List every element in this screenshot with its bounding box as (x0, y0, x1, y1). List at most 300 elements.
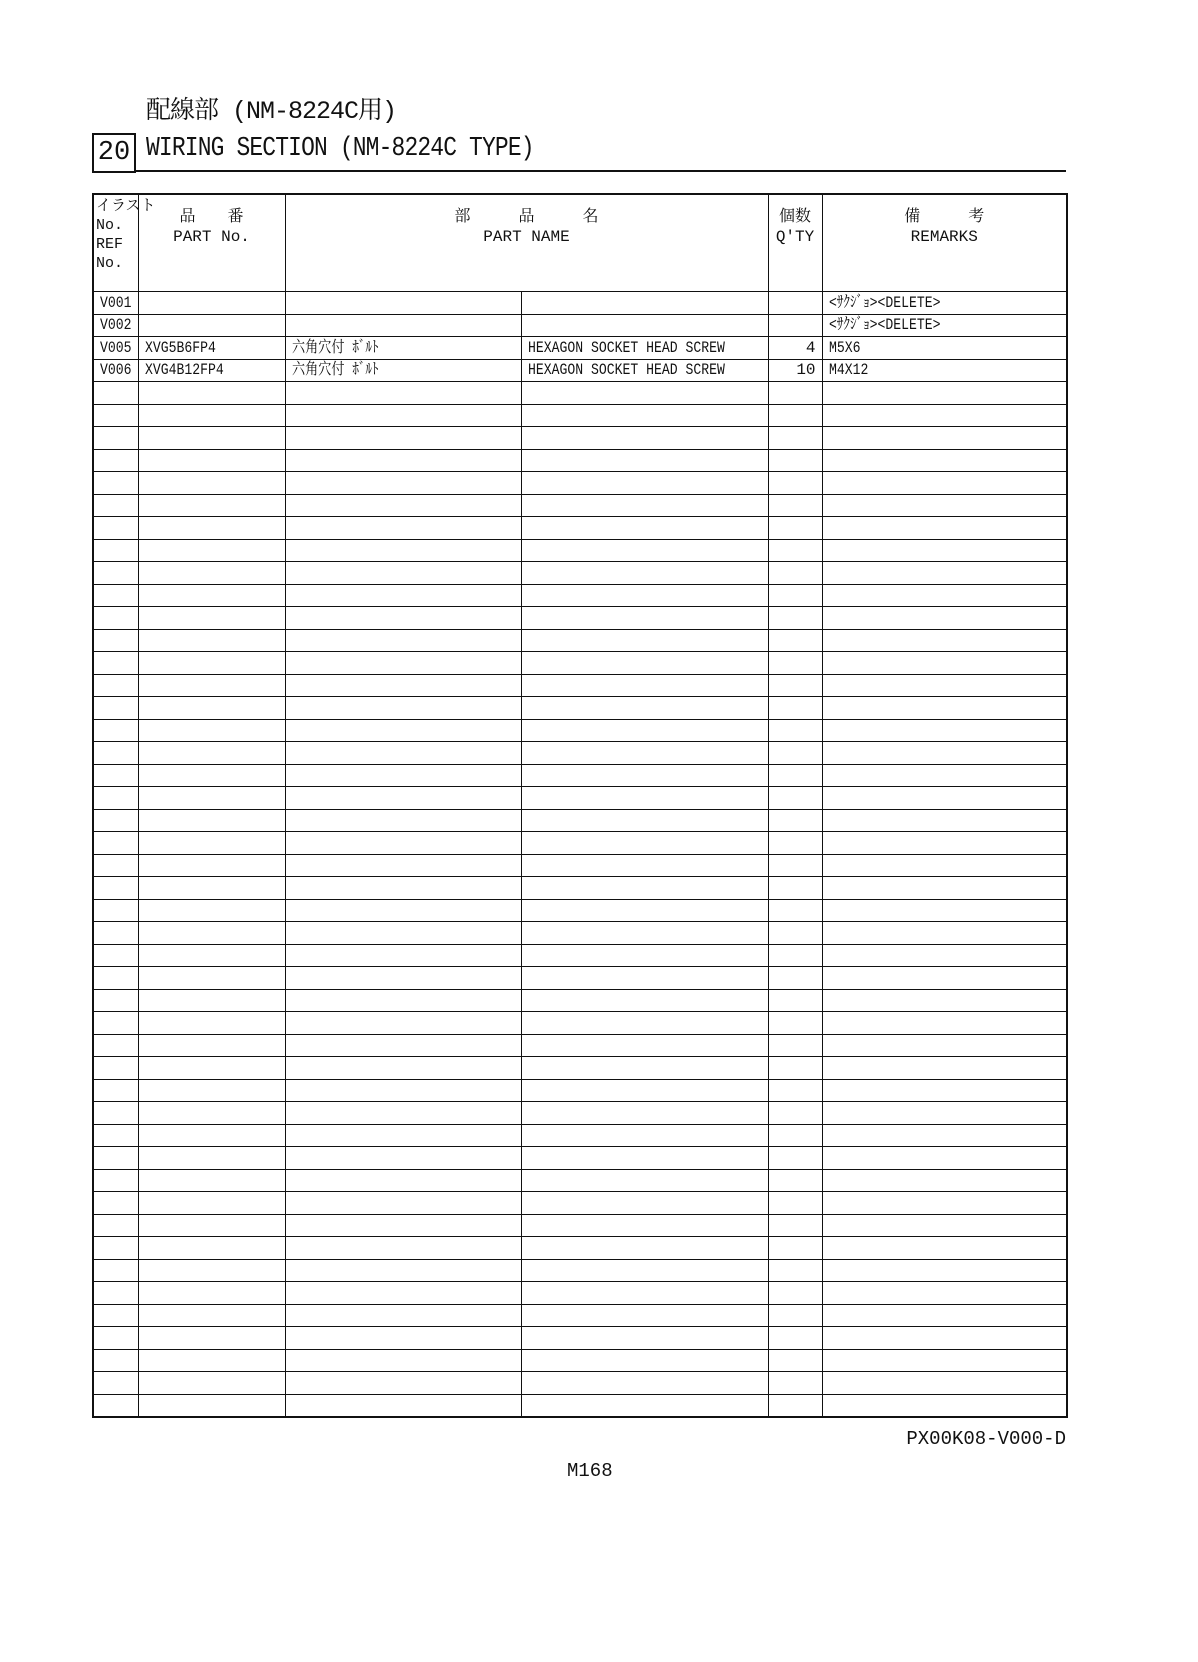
cell-name-jp (285, 314, 521, 337)
cell-name-en (521, 584, 768, 607)
cell-ref (93, 967, 138, 990)
header-part-name (285, 194, 768, 292)
header-remarks (822, 194, 1067, 292)
cell-name-jp (285, 1169, 521, 1192)
cell-part-no (138, 674, 285, 697)
cell-part-no (138, 472, 285, 495)
page-title-en: WIRING SECTION (NM-8224C TYPE) (146, 134, 534, 164)
cell-remarks-text: M5X6 (828, 338, 861, 357)
cell-name-jp (285, 427, 521, 450)
cell-name-jp (285, 494, 521, 517)
cell-part-no (138, 652, 285, 675)
cell-ref (93, 607, 138, 630)
cell-part-no-text: XVG5B6FP4 (144, 338, 216, 357)
cell-part-no (138, 1034, 285, 1057)
cell-qty (768, 539, 822, 562)
cell-ref (93, 404, 138, 427)
cell-remarks (822, 787, 1067, 810)
cell-name-en (521, 1349, 768, 1372)
cell-name-jp-text: 六角穴付 ﾎﾞﾙﾄ (291, 361, 379, 380)
cell-name-en (521, 494, 768, 517)
section-number: 20 (92, 133, 136, 173)
cell-name-en (521, 697, 768, 720)
table-row (93, 1169, 1067, 1192)
cell-remarks (822, 404, 1067, 427)
cell-ref (93, 809, 138, 832)
header-part-no-jp: 品 番 (179, 208, 244, 226)
page-title-jp: 配線部 (NM-8224C用) (146, 97, 397, 126)
header-remarks-en: REMARKS (910, 228, 978, 246)
table-row (93, 472, 1067, 495)
cell-name-jp (285, 1394, 521, 1417)
cell-part-no (138, 922, 285, 945)
cell-name-en (521, 1124, 768, 1147)
cell-ref (93, 1147, 138, 1170)
cell-name-jp (285, 472, 521, 495)
cell-part-no (138, 562, 285, 585)
cell-ref (93, 989, 138, 1012)
cell-qty (768, 854, 822, 877)
cell-name-en (521, 1259, 768, 1282)
cell-name-en (521, 652, 768, 675)
table-row (93, 809, 1067, 832)
table-row (93, 922, 1067, 945)
cell-part-no (138, 382, 285, 405)
cell-name-en (521, 922, 768, 945)
table-row (93, 764, 1067, 787)
cell-name-jp (285, 787, 521, 810)
cell-ref (93, 1372, 138, 1395)
cell-part-no (138, 1304, 285, 1327)
cell-name-en (521, 449, 768, 472)
cell-part-no (138, 1259, 285, 1282)
cell-qty (768, 1102, 822, 1125)
table-row (93, 1237, 1067, 1260)
cell-qty (768, 989, 822, 1012)
cell-ref (93, 292, 138, 315)
cell-name-en (521, 1394, 768, 1417)
table-row (93, 359, 1067, 382)
header-ref-no2-label: No. (96, 255, 124, 272)
cell-remarks (822, 652, 1067, 675)
cell-name-en (521, 1102, 768, 1125)
cell-ref (93, 314, 138, 337)
cell-remarks (822, 989, 1067, 1012)
cell-ref (93, 832, 138, 855)
cell-remarks (822, 877, 1067, 900)
table-row (93, 674, 1067, 697)
cell-name-en (521, 1079, 768, 1102)
cell-qty (768, 1259, 822, 1282)
cell-name-en (521, 944, 768, 967)
cell-part-no (138, 337, 285, 360)
cell-part-no (138, 494, 285, 517)
cell-part-no (138, 854, 285, 877)
cell-name-en (521, 1147, 768, 1170)
header-ref-no (93, 194, 156, 292)
cell-name-jp (285, 1327, 521, 1350)
cell-name-jp (285, 1304, 521, 1327)
cell-name-jp (285, 539, 521, 562)
cell-part-no (138, 427, 285, 450)
cell-remarks (822, 1192, 1067, 1215)
cell-name-en (521, 1214, 768, 1237)
cell-qty (768, 899, 822, 922)
cell-name-en (521, 1057, 768, 1080)
cell-name-en (521, 764, 768, 787)
cell-ref (93, 1214, 138, 1237)
cell-remarks (822, 607, 1067, 630)
cell-ref (93, 764, 138, 787)
cell-name-en (521, 337, 768, 360)
cell-name-en (521, 1192, 768, 1215)
cell-ref (93, 1282, 138, 1305)
cell-part-no (138, 1214, 285, 1237)
cell-remarks (822, 562, 1067, 585)
cell-part-no (138, 1192, 285, 1215)
cell-name-en (521, 629, 768, 652)
cell-ref (93, 877, 138, 900)
cell-name-en (521, 809, 768, 832)
cell-name-jp (285, 719, 521, 742)
cell-remarks (822, 1147, 1067, 1170)
cell-part-no (138, 719, 285, 742)
cell-qty (768, 517, 822, 540)
cell-name-jp (285, 809, 521, 832)
cell-ref (93, 1012, 138, 1035)
table-row (93, 1327, 1067, 1350)
table-row (93, 877, 1067, 900)
cell-name-en (521, 1372, 768, 1395)
header-remarks-jp: 備 考 (904, 208, 985, 226)
cell-part-no (138, 1057, 285, 1080)
cell-qty (768, 629, 822, 652)
cell-part-no (138, 1147, 285, 1170)
table-row (93, 1057, 1067, 1080)
cell-qty (768, 607, 822, 630)
cell-qty (768, 1394, 822, 1417)
cell-remarks (822, 292, 1067, 315)
cell-part-no (138, 764, 285, 787)
cell-name-en (521, 292, 768, 315)
cell-name-en-text: HEXAGON SOCKET HEAD SCREW (527, 361, 725, 380)
cell-remarks (822, 359, 1067, 382)
cell-name-jp (285, 404, 521, 427)
cell-remarks (822, 1237, 1067, 1260)
cell-remarks (822, 1079, 1067, 1102)
table-row (93, 854, 1067, 877)
cell-remarks (822, 922, 1067, 945)
table-row (93, 1259, 1067, 1282)
cell-part-no (138, 404, 285, 427)
table-row (93, 427, 1067, 450)
cell-name-en (521, 1012, 768, 1035)
cell-name-jp (285, 382, 521, 405)
cell-part-no (138, 539, 285, 562)
cell-ref (93, 1124, 138, 1147)
cell-ref (93, 1394, 138, 1417)
cell-qty (768, 674, 822, 697)
cell-name-jp (285, 764, 521, 787)
cell-qty (768, 877, 822, 900)
cell-ref (93, 472, 138, 495)
cell-part-no (138, 359, 285, 382)
cell-remarks (822, 742, 1067, 765)
cell-remarks (822, 1327, 1067, 1350)
cell-name-jp (285, 607, 521, 630)
table-row (93, 314, 1067, 337)
page-number: M168 (567, 1460, 613, 1482)
cell-remarks (822, 1259, 1067, 1282)
header-part-no-en: PART No. (173, 228, 250, 246)
table-row (93, 1079, 1067, 1102)
cell-name-en (521, 1169, 768, 1192)
cell-name-jp (285, 1259, 521, 1282)
cell-qty (768, 562, 822, 585)
cell-qty (768, 922, 822, 945)
cell-name-en (521, 562, 768, 585)
cell-qty (768, 1192, 822, 1215)
cell-part-no (138, 1079, 285, 1102)
table-row (93, 1124, 1067, 1147)
cell-qty (768, 787, 822, 810)
table-row (93, 967, 1067, 990)
cell-remarks (822, 1282, 1067, 1305)
header-qty-en: Q'TY (775, 228, 815, 246)
cell-qty (768, 742, 822, 765)
cell-ref (93, 1259, 138, 1282)
cell-name-jp (285, 967, 521, 990)
cell-part-no (138, 787, 285, 810)
cell-qty (768, 944, 822, 967)
cell-part-no (138, 1124, 285, 1147)
cell-name-en (521, 539, 768, 562)
header-part-no (138, 194, 285, 292)
cell-remarks (822, 539, 1067, 562)
cell-name-jp (285, 1124, 521, 1147)
cell-remarks (822, 1214, 1067, 1237)
cell-part-no (138, 584, 285, 607)
cell-name-en (521, 877, 768, 900)
cell-remarks (822, 1124, 1067, 1147)
cell-name-jp (285, 1349, 521, 1372)
cell-name-jp (285, 1147, 521, 1170)
table-body (93, 292, 1067, 1418)
cell-ref (93, 1102, 138, 1125)
cell-part-no (138, 877, 285, 900)
table-row (93, 292, 1067, 315)
cell-name-jp (285, 674, 521, 697)
cell-remarks (822, 719, 1067, 742)
cell-name-jp (285, 1214, 521, 1237)
cell-part-no (138, 629, 285, 652)
table-row (93, 607, 1067, 630)
cell-name-en (521, 1304, 768, 1327)
cell-qty (768, 1124, 822, 1147)
cell-name-jp (285, 742, 521, 765)
cell-ref-text: V001 (100, 293, 132, 312)
cell-remarks (822, 854, 1067, 877)
cell-name-en (521, 607, 768, 630)
cell-remarks (822, 1304, 1067, 1327)
table-row (93, 1192, 1067, 1215)
cell-ref (93, 697, 138, 720)
cell-name-jp (285, 1372, 521, 1395)
cell-name-en (521, 314, 768, 337)
cell-ref (93, 944, 138, 967)
header-part-name-en: PART NAME (483, 228, 570, 246)
cell-remarks (822, 337, 1067, 360)
cell-ref (93, 539, 138, 562)
cell-qty (768, 1304, 822, 1327)
cell-remarks (822, 1394, 1067, 1417)
table-row (93, 832, 1067, 855)
table-row (93, 944, 1067, 967)
table-row (93, 1214, 1067, 1237)
cell-qty (768, 337, 822, 360)
cell-remarks (822, 382, 1067, 405)
cell-ref (93, 1034, 138, 1057)
cell-qty (768, 472, 822, 495)
table-row (93, 1147, 1067, 1170)
cell-ref (93, 562, 138, 585)
cell-qty (768, 697, 822, 720)
table-row (93, 517, 1067, 540)
cell-ref (93, 1079, 138, 1102)
cell-remarks (822, 967, 1067, 990)
cell-qty-text: 10 (796, 361, 816, 380)
cell-name-jp (285, 449, 521, 472)
cell-name-en (521, 854, 768, 877)
cell-name-jp (285, 944, 521, 967)
cell-remarks (822, 1372, 1067, 1395)
cell-remarks (822, 1012, 1067, 1035)
cell-part-no (138, 1169, 285, 1192)
cell-part-no (138, 449, 285, 472)
cell-remarks (822, 899, 1067, 922)
table-row (93, 629, 1067, 652)
cell-remarks (822, 629, 1067, 652)
cell-ref (93, 494, 138, 517)
cell-name-jp (285, 854, 521, 877)
cell-ref (93, 1304, 138, 1327)
table-row (93, 787, 1067, 810)
header-qty-jp: 個数 (779, 208, 812, 226)
cell-remarks (822, 1349, 1067, 1372)
cell-name-jp (285, 292, 521, 315)
parts-table (92, 193, 1068, 1418)
cell-name-jp (285, 697, 521, 720)
cell-ref-text: V005 (100, 338, 132, 357)
cell-ref (93, 629, 138, 652)
cell-qty (768, 359, 822, 382)
cell-name-en (521, 1237, 768, 1260)
table-row (93, 899, 1067, 922)
cell-part-no (138, 989, 285, 1012)
cell-name-en (521, 719, 768, 742)
cell-qty (768, 584, 822, 607)
cell-ref (93, 742, 138, 765)
cell-remarks-text: M4X12 (828, 361, 868, 380)
cell-name-en (521, 404, 768, 427)
cell-qty (768, 1034, 822, 1057)
cell-qty (768, 1349, 822, 1372)
table-row (93, 382, 1067, 405)
table-row (93, 337, 1067, 360)
table-row (93, 404, 1067, 427)
cell-name-jp (285, 877, 521, 900)
table-row (93, 562, 1067, 585)
cell-qty (768, 1237, 822, 1260)
cell-ref (93, 1237, 138, 1260)
cell-remarks (822, 944, 1067, 967)
cell-ref (93, 382, 138, 405)
cell-remarks (822, 314, 1067, 337)
table-row (93, 584, 1067, 607)
cell-remarks (822, 832, 1067, 855)
cell-part-no (138, 1012, 285, 1035)
cell-part-no (138, 1282, 285, 1305)
cell-remarks-text: <ｻｸｼﾞｮ><DELETE> (828, 293, 941, 312)
cell-ref (93, 1327, 138, 1350)
cell-ref (93, 337, 138, 360)
cell-qty (768, 449, 822, 472)
document-code: PX00K08-V000-D (906, 1428, 1066, 1450)
cell-remarks (822, 697, 1067, 720)
cell-name-en (521, 674, 768, 697)
cell-qty (768, 1057, 822, 1080)
table-row (93, 1349, 1067, 1372)
table-row (93, 494, 1067, 517)
cell-remarks (822, 1057, 1067, 1080)
cell-part-no-text: XVG4B12FP4 (144, 361, 224, 380)
cell-remarks (822, 1102, 1067, 1125)
table-row (93, 1394, 1067, 1417)
table-row (93, 652, 1067, 675)
cell-remarks (822, 427, 1067, 450)
cell-part-no (138, 1372, 285, 1395)
cell-part-no (138, 967, 285, 990)
cell-name-jp-text: 六角穴付 ﾎﾞﾙﾄ (291, 338, 379, 357)
cell-name-jp (285, 1282, 521, 1305)
cell-ref (93, 359, 138, 382)
table-row (93, 719, 1067, 742)
cell-name-jp (285, 1034, 521, 1057)
cell-qty (768, 1327, 822, 1350)
cell-name-en (521, 967, 768, 990)
cell-qty (768, 292, 822, 315)
cell-part-no (138, 1349, 285, 1372)
cell-part-no (138, 832, 285, 855)
cell-name-jp (285, 652, 521, 675)
cell-remarks (822, 674, 1067, 697)
cell-name-jp (285, 989, 521, 1012)
cell-part-no (138, 292, 285, 315)
cell-name-jp (285, 1079, 521, 1102)
cell-remarks-text: <ｻｸｼﾞｮ><DELETE> (828, 316, 941, 335)
cell-ref (93, 652, 138, 675)
cell-name-en (521, 382, 768, 405)
cell-remarks (822, 494, 1067, 517)
cell-name-en (521, 989, 768, 1012)
cell-ref (93, 787, 138, 810)
cell-name-en (521, 742, 768, 765)
cell-remarks (822, 584, 1067, 607)
cell-part-no (138, 517, 285, 540)
cell-part-no (138, 1394, 285, 1417)
cell-remarks (822, 1034, 1067, 1057)
cell-name-en (521, 787, 768, 810)
